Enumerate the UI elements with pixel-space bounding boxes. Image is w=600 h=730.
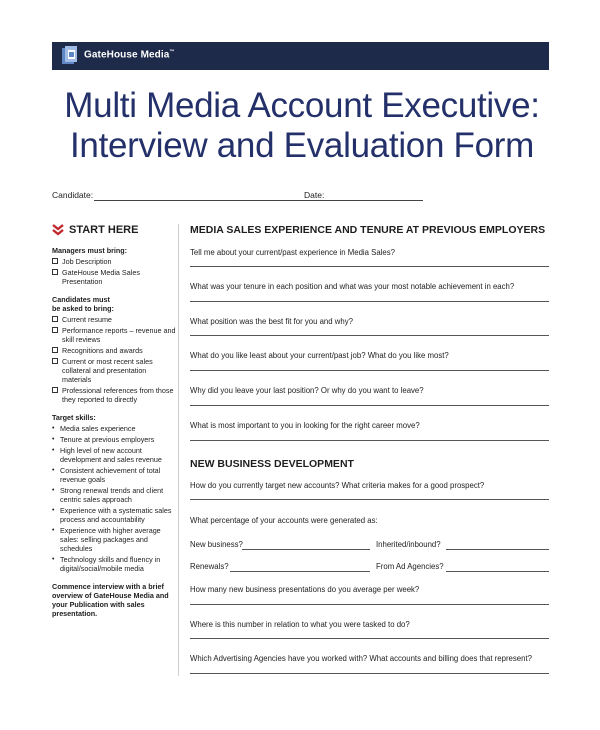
start-here-heading: START HERE <box>52 224 176 236</box>
checkbox[interactable] <box>52 258 58 264</box>
section-title-business: NEW BUSINESS DEVELOPMENT <box>190 458 354 470</box>
skill-item: • Media sales experience <box>52 424 136 433</box>
skill-item: • Consistent achievement of total revenue goals <box>52 466 161 484</box>
renewals-field[interactable] <box>230 571 370 572</box>
question-text: How do you currently target new accounts? What criteria makes for a good prospect? <box>190 481 485 490</box>
title-line-2: Interview and Evaluation Form <box>69 126 535 165</box>
question-text: Where is this number in relation to what you were tasked to do? <box>190 620 410 629</box>
checkbox[interactable] <box>52 358 58 364</box>
new-business-field[interactable] <box>242 549 370 550</box>
renewals-label: Renewals? <box>190 562 229 571</box>
column-divider <box>178 224 179 676</box>
checkbox[interactable] <box>52 327 58 333</box>
closing-instruction: Commence interview with a brief overview of GateHouse Media and your Publication with sales presentation. <box>52 582 169 618</box>
question-text: What is most important to you in looking for the right career move? <box>190 421 420 430</box>
date-label: Date: <box>304 190 325 200</box>
new-business-label: New business? <box>190 540 243 549</box>
skill-item: • Strong renewal trends and client centric sales approach <box>52 486 164 504</box>
ad-agencies-label: From Ad Agencies? <box>376 562 444 571</box>
ad-agencies-field[interactable] <box>446 571 549 572</box>
skill-item: • Technology skills and fluency in digital/social/mobile media <box>52 555 161 573</box>
title-line-1: Multi Media Account Executive: <box>64 86 540 125</box>
checklist-item[interactable]: Current resume <box>52 315 176 324</box>
answer-line[interactable] <box>190 405 549 406</box>
checklist-item[interactable]: Performance reports – revenue and skill reviews <box>52 326 176 344</box>
skill-item: • Tenure at previous employers <box>52 435 155 444</box>
section-title-experience: MEDIA SALES EXPERIENCE AND TENURE AT PREVIOUS EMPLOYERS <box>190 224 546 236</box>
brand-name: GateHouse Media™ <box>84 49 175 61</box>
question-text: Why did you leave your last position? Or why do you want to leave? <box>190 386 424 395</box>
checkbox[interactable] <box>52 316 58 322</box>
page-title <box>52 86 552 166</box>
target-skills-heading: Target skills: <box>52 413 96 422</box>
answer-line[interactable] <box>190 499 549 500</box>
brand-header-bar <box>52 42 549 70</box>
checklist-item[interactable]: Job Description <box>52 257 176 266</box>
managers-heading: Managers must bring: <box>52 246 128 255</box>
inherited-field[interactable] <box>446 549 549 550</box>
answer-line[interactable] <box>190 440 549 441</box>
question-text: What do you like least about your current/past job? What do you like most? <box>190 351 449 360</box>
checkbox[interactable] <box>52 387 58 393</box>
question-text: What was your tenure in each position and what was your most notable achievement in each? <box>190 282 515 291</box>
candidates-heading: Candidates must be asked to bring: <box>52 295 114 313</box>
question-text: What position was the best fit for you and why? <box>190 317 353 326</box>
left-checklist-column <box>52 224 176 620</box>
question-text: Tell me about your current/past experience in Media Sales? <box>190 248 395 257</box>
checklist-item[interactable]: Recognitions and awards <box>52 346 176 355</box>
answer-line[interactable] <box>190 266 549 267</box>
answer-line[interactable] <box>190 370 549 371</box>
checklist-item[interactable]: Professional references from those they reported to directly <box>52 386 176 404</box>
answer-line[interactable] <box>190 604 549 605</box>
double-chevron-down-icon <box>52 224 64 236</box>
question-text: Which Advertising Agencies have you worked with? What accounts and billing does that represent? <box>190 654 532 663</box>
answer-line[interactable] <box>190 673 549 674</box>
candidate-label: Candidate: <box>52 190 94 200</box>
gatehouse-logo-icon <box>62 46 78 66</box>
question-text: How many new business presentations do you average per week? <box>190 585 420 594</box>
inherited-label: Inherited/inbound? <box>376 540 441 549</box>
skill-item: • High level of new account development and sales revenue <box>52 446 162 464</box>
answer-line[interactable] <box>190 638 549 639</box>
answer-line[interactable] <box>190 301 549 302</box>
skill-item: • Experience with higher average sales: selling packages and schedules <box>52 526 161 553</box>
answer-line[interactable] <box>190 335 549 336</box>
question-text: What percentage of your accounts were generated as: <box>190 516 378 525</box>
checkbox[interactable] <box>52 347 58 353</box>
candidate-date-row <box>52 190 552 204</box>
checklist-item[interactable]: Current or most recent sales collateral and presentation materials <box>52 357 176 384</box>
checkbox[interactable] <box>52 269 58 275</box>
candidate-field[interactable] <box>94 200 346 201</box>
checklist-item[interactable]: GateHouse Media Sales Presentation <box>52 268 176 286</box>
date-field[interactable] <box>327 200 423 201</box>
skill-item: • Experience with a systematic sales process and accountability <box>52 506 172 524</box>
